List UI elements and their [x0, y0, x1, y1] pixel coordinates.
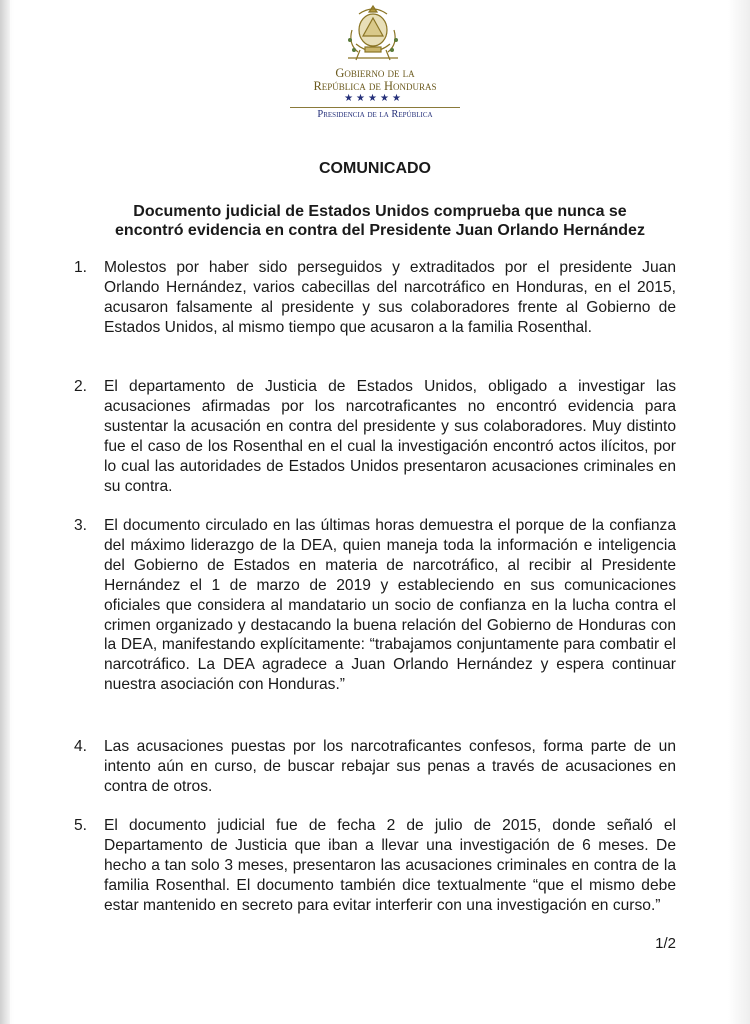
- page-number: 1/2: [655, 935, 676, 952]
- coat-of-arms-icon: [338, 0, 408, 66]
- list-item-text: Las acusaciones puestas por los narcotraficantes confesos, forma parte de un intento aún en curso, de buscar rebajar sus penas a través de acusaciones en contra de otros.: [104, 738, 676, 795]
- list-item-text: El documento circulado en las últimas horas demuestra el porque de la confianza del máximo liderazgo de la DEA, quien maneja toda la información e inteligencia del Gobierno de Estados en materia de narcotráfico, al recibir al Presidente Hernández el 1 de marzo de 2019 y estableciendo en sus comunicaciones oficiales que considera al mandatario un socio de confianza en la lucha contra el crimen organizado y destacando la buena relación del Gobierno de Honduras con la DEA, manifestando explícitamente: “trabajamos conjuntamente para combatir el narcotráfico. La DEA agradece a Juan Orlando Hernández y espera continuar nuestra asociación con Honduras.”: [104, 517, 676, 694]
- list-item: [74, 377, 676, 496]
- document-subtitle: [80, 202, 680, 240]
- government-line-2: República de Honduras: [313, 79, 437, 93]
- list-item: [74, 516, 676, 695]
- subtitle-line-1: Documento judicial de Estados Unidos comprueba que nunca se: [133, 203, 627, 220]
- list-item-text: El documento judicial fue de fecha 2 de julio de 2015, donde señaló el Departamento de Justicia que iban a llevar una investigación de 6 meses. De hecho a tan solo 3 meses, presentaron las acusaciones criminales en contra de la familia Rosenthal. El documento también dice textualmente “que el mismo debe estar mantenido en secreto para evitar interferir con una investigación en curso.”: [104, 817, 676, 914]
- list-item-text: El departamento de Justicia de Estados Unidos, obligado a investigar las acusaciones afirmadas por los narcotraficantes no encontró evidencia para sustentar la acusación en contra del presidente y sus colaboradores. Muy distinto fue el caso de los Rosenthal en el cual la investigación encontró actos ilícitos, por lo cual las autoridades de Estados Unidos presentaron acusaciones criminales en su contra.: [104, 378, 676, 495]
- page-edge-shadow: [0, 0, 10, 1024]
- list-item-text: Molestos por haber sido perseguidos y extraditados por el presidente Juan Orlando Hernández, varios cabecillas del narcotráfico en Honduras, en el 2015, acusaron falsamente al presidente y sus colaboradores frente al Gobierno de Estados Unidos, al mismo tiempo que acusaron a la familia Rosenthal.: [104, 259, 676, 336]
- subtitle-line-2: encontró evidencia en contra del Presidente Juan Orlando Hernández: [115, 222, 645, 239]
- list-item-number: 1.: [74, 259, 88, 276]
- document-title: COMUNICADO: [319, 160, 431, 177]
- list-item-number: 2.: [74, 378, 88, 395]
- list-item: [74, 737, 676, 797]
- list-item: [74, 258, 676, 338]
- stars-icon: ★★★★★: [344, 93, 404, 104]
- government-line-1: Gobierno de la: [335, 66, 415, 80]
- list-item-number: 5.: [74, 817, 88, 834]
- list-item-number: 3.: [74, 517, 88, 534]
- list-item-number: 4.: [74, 738, 88, 755]
- list-item: [74, 816, 676, 916]
- letterhead: [0, 0, 750, 130]
- presidency-line: Presidencia de la República: [290, 107, 460, 121]
